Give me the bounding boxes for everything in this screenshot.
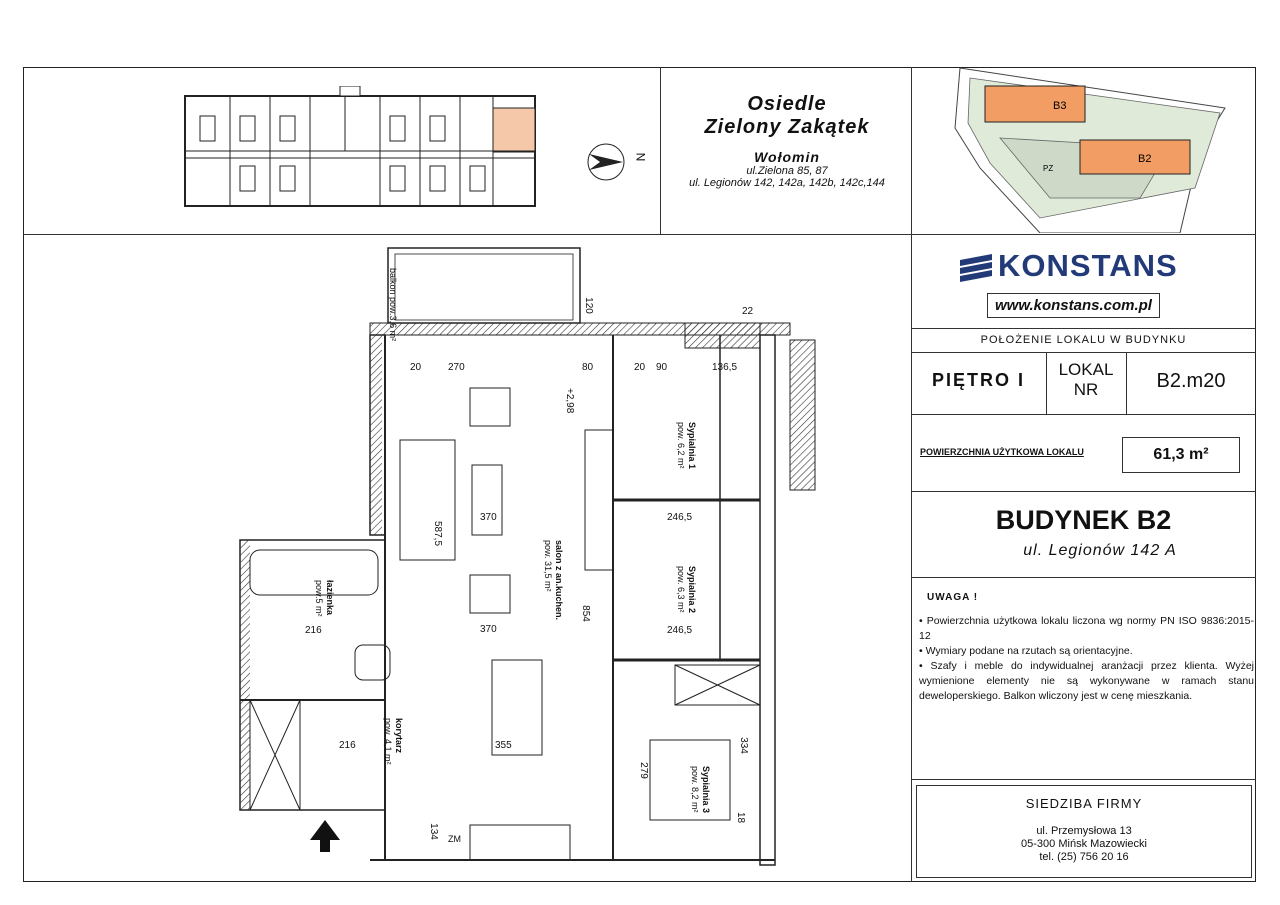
room-sypialnia-2: Sypialnia 2 pow. 6,3 m² <box>676 566 697 614</box>
dim: 20 <box>634 362 646 373</box>
divider-top <box>23 234 1256 235</box>
company-logo-text: KONSTANS <box>998 248 1178 283</box>
compass-icon <box>586 142 626 182</box>
dim: 120 <box>582 297 594 314</box>
dim: 20 <box>410 362 422 373</box>
divider-r4 <box>911 491 1256 492</box>
hq-phone: tel. (25) 756 20 16 <box>1039 851 1129 863</box>
room-salon: salon z an.kuchen. pow. 31,5 m² <box>543 540 564 621</box>
divider-r5 <box>911 577 1256 578</box>
site-plan <box>940 68 1230 233</box>
project-city: Wołomin <box>754 149 820 165</box>
dim: 270 <box>448 362 465 373</box>
dim: 80 <box>582 362 594 373</box>
project-address-2: ul. Legionów 142, 142a, 142b, 142c,144 <box>689 177 885 189</box>
building-address: ul. Legionów 142 A <box>1023 542 1177 559</box>
konstans-logo-icon <box>958 252 994 284</box>
room-balkon: balkon pow.3,6 m² <box>388 268 398 342</box>
dim: 134 <box>427 823 439 840</box>
project-address-1: ul.Zielona 85, 87 <box>746 165 828 177</box>
compass-label: N <box>633 152 648 162</box>
dim: 90 <box>656 362 668 373</box>
dim: 370 <box>480 624 497 635</box>
divider-r6 <box>911 779 1256 780</box>
divider-v1 <box>660 67 661 234</box>
note-2: • Wymiary podane na rzutach są orientacyjne. <box>919 645 1133 657</box>
dim: 136,5 <box>712 362 738 373</box>
hq-city: 05-300 Mińsk Mazowiecki <box>1021 838 1147 850</box>
divider-r3 <box>911 414 1256 415</box>
site-b3-label: B3 <box>1053 100 1067 112</box>
project-name-line1: Osiedle <box>747 93 827 115</box>
site-parking-label: PZ <box>1043 164 1054 173</box>
room-lazienka: łazienka pow.5 m² <box>314 580 335 617</box>
room-sypialnia-1: Sypialnia 1 pow. 6,2 m² <box>676 422 697 470</box>
divider-v2 <box>911 67 912 882</box>
hq-title: SIEDZIBA FIRMY <box>1025 796 1143 811</box>
hq-street: ul. Przemysłowa 13 <box>1036 825 1132 837</box>
dim: 355 <box>495 740 512 751</box>
note-3: • Szafy i meble do indywidualnej aranżacji przez klienta. Wyżej wymienione elementy nie są wykonywane w ramach stanu deweloperskiego. Balkon wliczony jest w cenę mieszkania. <box>919 660 1254 702</box>
lokal-label-1: LOKAL <box>1058 360 1114 379</box>
dim: 216 <box>305 625 322 636</box>
dim: 334 <box>737 737 749 754</box>
dim: 279 <box>637 762 649 779</box>
note-1: • Powierzchnia użytkowa lokalu liczona wg normy PN ISO 9836:2015-12 <box>919 615 1255 642</box>
divider-r2 <box>911 352 1256 353</box>
room-korytarz: korytarz pow. 4,1 m² <box>383 718 404 765</box>
lokal-label-2: NR <box>1073 380 1099 399</box>
dim: 370 <box>480 512 497 523</box>
dim: 22 <box>742 306 754 317</box>
dim: 246,5 <box>667 625 693 636</box>
dim: 587,5 <box>432 520 444 547</box>
area-label: POWIERZCHNIA UŻYTKOWA LOKALU <box>920 447 1084 457</box>
dim: 854 <box>579 605 591 622</box>
divider-r1 <box>911 328 1256 329</box>
project-name-line2: Zielony Zakątek <box>704 116 870 138</box>
key-plan <box>180 86 550 216</box>
notes-title: UWAGA ! <box>927 592 979 603</box>
floor-label: PIĘTRO I <box>931 370 1025 390</box>
site-b2-label: B2 <box>1138 153 1152 165</box>
company-url[interactable]: www.konstans.com.pl <box>987 293 1160 318</box>
position-header: POŁOŻENIE LOKALU W BUDYNKU <box>980 334 1187 346</box>
height-label: +2,98 <box>564 388 575 414</box>
building-name: BUDYNEK B2 <box>995 505 1172 535</box>
dim: 18 <box>735 811 747 824</box>
dim: 216 <box>339 740 356 751</box>
area-value: 61,3 m² <box>1122 437 1240 473</box>
dim: 246,5 <box>667 512 693 523</box>
room-sypialnia-3: Sypialnia 3 pow. 8,2 m² <box>690 766 711 814</box>
lokal-number: B2.m20 <box>1156 370 1226 392</box>
floor-plan <box>230 240 830 870</box>
zm-label: ZM <box>448 834 461 844</box>
